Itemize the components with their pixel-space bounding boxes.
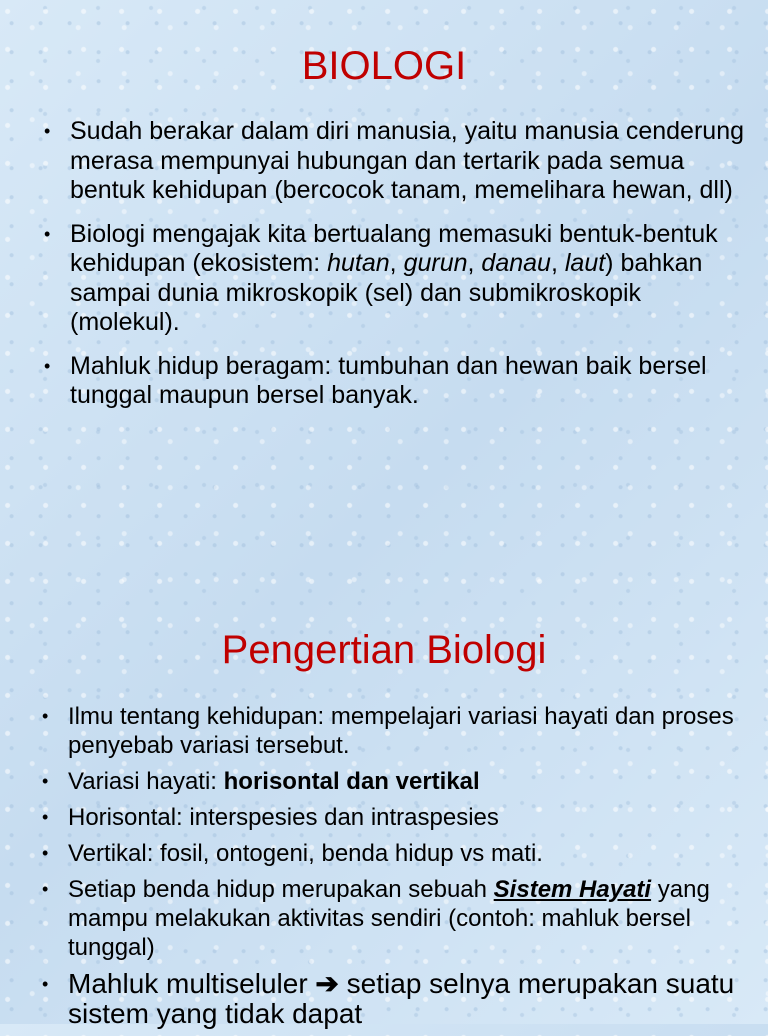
italic-term-gurun: gurun xyxy=(403,249,468,277)
slide-title: BIOLOGI xyxy=(301,44,467,88)
bullet-text: setiap selnya merupakan suatu sistem yang tidak dapat xyxy=(68,968,735,1029)
bullet-list xyxy=(42,702,742,1036)
list-item xyxy=(42,875,742,962)
bullet-text: Biologi mengajak kita bertualang memasuki bentuk-bentuk kehidupan (ekosistem: xyxy=(70,219,718,277)
bullet-icon: • xyxy=(42,879,49,899)
bullet-icon: • xyxy=(42,974,49,994)
bullet-text: ) bahkan sampai dunia mikroskopik (sel) dan submikroskopik (molekul). xyxy=(70,249,703,336)
bullet-icon: • xyxy=(42,843,49,863)
bullet-text: Mahluk multiseluler xyxy=(68,968,316,999)
bullet-icon: • xyxy=(42,706,49,726)
list-item xyxy=(42,839,742,868)
list-item xyxy=(44,352,744,411)
list-item xyxy=(42,803,742,832)
slide-title: Pengertian Biologi xyxy=(221,628,547,672)
list-item xyxy=(42,702,742,760)
italic-term-danau: danau xyxy=(481,249,551,277)
separator: , xyxy=(550,249,565,277)
bullet-text: Ilmu tentang kehidupan: mempelajari variasi hayati dan proses penyebab variasi tersebut. xyxy=(68,703,734,759)
bullet-icon: • xyxy=(44,223,51,244)
list-item xyxy=(44,117,744,206)
list-item xyxy=(42,767,742,796)
italic-term-laut: laut xyxy=(564,249,606,277)
bullet-icon: • xyxy=(44,355,51,376)
bullet-icon: • xyxy=(42,807,49,827)
slide-pengertian-biologi xyxy=(0,580,768,1029)
bullet-icon: • xyxy=(42,771,49,791)
arrow-right-icon: ➔ xyxy=(315,968,339,999)
bullet-text: Variasi hayati: xyxy=(68,768,224,795)
bullet-text: Mahluk hidup beragam: tumbuhan dan hewan baik bersel tunggal maupun bersel banyak. xyxy=(70,351,707,409)
bullet-text: Horisontal: interspesies dan intraspesies xyxy=(68,804,499,831)
bullet-icon: • xyxy=(44,121,51,141)
bullet-text: Vertikal: fosil, ontogeni, benda hidup vs mati. xyxy=(68,840,543,867)
italic-term-hutan: hutan xyxy=(327,249,390,277)
list-item xyxy=(44,220,744,338)
bullet-text: Sudah berakar dalam diri manusia, yaitu manusia cenderung merasa mempunyai hubungan dan tertarik pada semua bentuk kehidupan (bercocok tanam, memelihara hewan, dll) xyxy=(70,117,744,204)
bullet-text: yang mampu melakukan aktivitas sendiri (contoh: mahluk bersel tunggal) xyxy=(68,876,710,961)
separator: , xyxy=(389,249,404,277)
list-item xyxy=(42,969,742,1029)
bullet-text: Setiap benda hidup merupakan sebuah xyxy=(68,876,494,903)
bold-term: horisontal dan vertikal xyxy=(223,768,480,795)
bullet-list xyxy=(44,117,744,425)
separator: , xyxy=(467,249,482,277)
emphasis-term: Sistem Hayati xyxy=(493,876,652,903)
